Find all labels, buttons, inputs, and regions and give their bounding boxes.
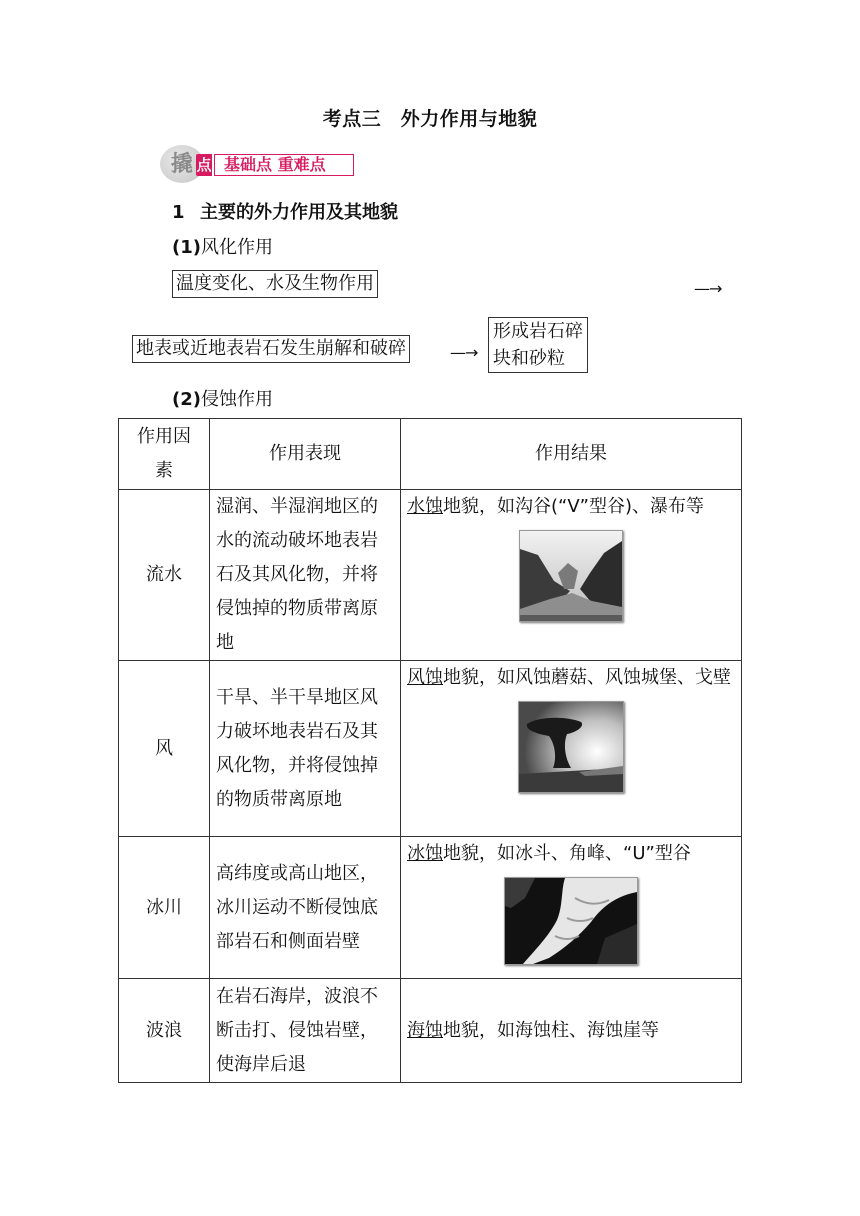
result-cell xyxy=(401,837,742,979)
section-heading xyxy=(172,198,398,224)
behavior-cell: 高纬度或高山地区，冰川运动不断侵蚀底部岩石和侧面岩壁 xyxy=(210,837,401,979)
weathering-label-text: 风化作用 xyxy=(200,237,273,258)
table-row xyxy=(119,837,742,979)
behavior-cell: 湿润、半湿润地区的水的流动破坏地表岩石及其风化物，并将侵蚀掉的物质带离原地 xyxy=(210,490,401,661)
weathering-label-num: (1) xyxy=(172,237,201,258)
badge-stamp-icon: 撬 xyxy=(160,145,204,183)
factor-cell: 流水 xyxy=(119,490,210,661)
header-factor xyxy=(119,419,210,490)
river-valley-photo xyxy=(519,530,623,622)
result-cell xyxy=(401,979,742,1083)
weathering-result-box xyxy=(488,317,588,373)
result-text xyxy=(407,661,735,695)
result-text xyxy=(407,837,735,871)
section-badge xyxy=(160,145,356,183)
factor-cell: 波浪 xyxy=(119,979,210,1083)
behavior-cell: 干旱、半干旱地区风力破坏地表岩石及其风化物，并将侵蚀掉的物质带离原地 xyxy=(210,661,401,837)
glacier-photo xyxy=(504,877,638,965)
weathering-arrow-2: —→ xyxy=(450,343,478,362)
table-header-row xyxy=(119,419,742,490)
weathering-cause-box: 温度变化、水及生物作用 xyxy=(172,270,378,298)
result-key: 水蚀 xyxy=(407,496,443,517)
result-cell xyxy=(401,661,742,837)
result-rest: 地貌，如沟谷(“V”型谷)、瀑布等 xyxy=(443,496,705,517)
factor-cell: 风 xyxy=(119,661,210,837)
factor-cell: 冰川 xyxy=(119,837,210,979)
weathering-process-box: 地表或近地表岩石发生崩解和破碎 xyxy=(132,335,410,363)
weathering-label xyxy=(172,233,273,259)
table-row xyxy=(119,490,742,661)
erosion-label-text: 侵蚀作用 xyxy=(200,389,273,410)
erosion-table xyxy=(118,418,742,1083)
header-behavior: 作用表现 xyxy=(210,419,401,490)
badge-text: 基础点 重难点 xyxy=(224,155,326,174)
weathering-result-line2: 块和砂粒 xyxy=(493,348,565,369)
result-rest: 地貌，如冰斗、角峰、“U”型谷 xyxy=(443,843,691,864)
table-row xyxy=(119,661,742,837)
erosion-label-num: (2) xyxy=(172,389,201,410)
erosion-label xyxy=(172,385,273,411)
result-key: 冰蚀 xyxy=(407,843,443,864)
mushroom-rock-photo xyxy=(518,701,624,793)
section-number: 1 xyxy=(172,202,185,223)
result-cell xyxy=(401,490,742,661)
header-result: 作用结果 xyxy=(401,419,742,490)
result-text xyxy=(407,490,735,524)
result-text xyxy=(407,1014,735,1048)
weathering-arrow-1: —→ xyxy=(694,279,722,298)
header-factor-line2: 素 xyxy=(155,460,173,481)
page-title: 考点三 外力作用与地貌 xyxy=(322,108,538,130)
result-key: 风蚀 xyxy=(407,667,443,688)
header-factor-line1: 作用因 xyxy=(137,426,191,447)
badge-mark: 点 xyxy=(196,156,212,174)
result-key: 海蚀 xyxy=(407,1019,443,1041)
section-heading-text: 主要的外力作用及其地貌 xyxy=(200,202,398,223)
table-row xyxy=(119,979,742,1083)
result-rest: 地貌，如海蚀柱、海蚀崖等 xyxy=(443,1019,659,1041)
behavior-cell: 在岩石海岸，波浪不断击打、侵蚀岩壁，使海岸后退 xyxy=(210,979,401,1083)
result-rest: 地貌，如风蚀蘑菇、风蚀城堡、戈壁 xyxy=(443,667,731,688)
weathering-result-line1: 形成岩石碎 xyxy=(493,321,583,342)
